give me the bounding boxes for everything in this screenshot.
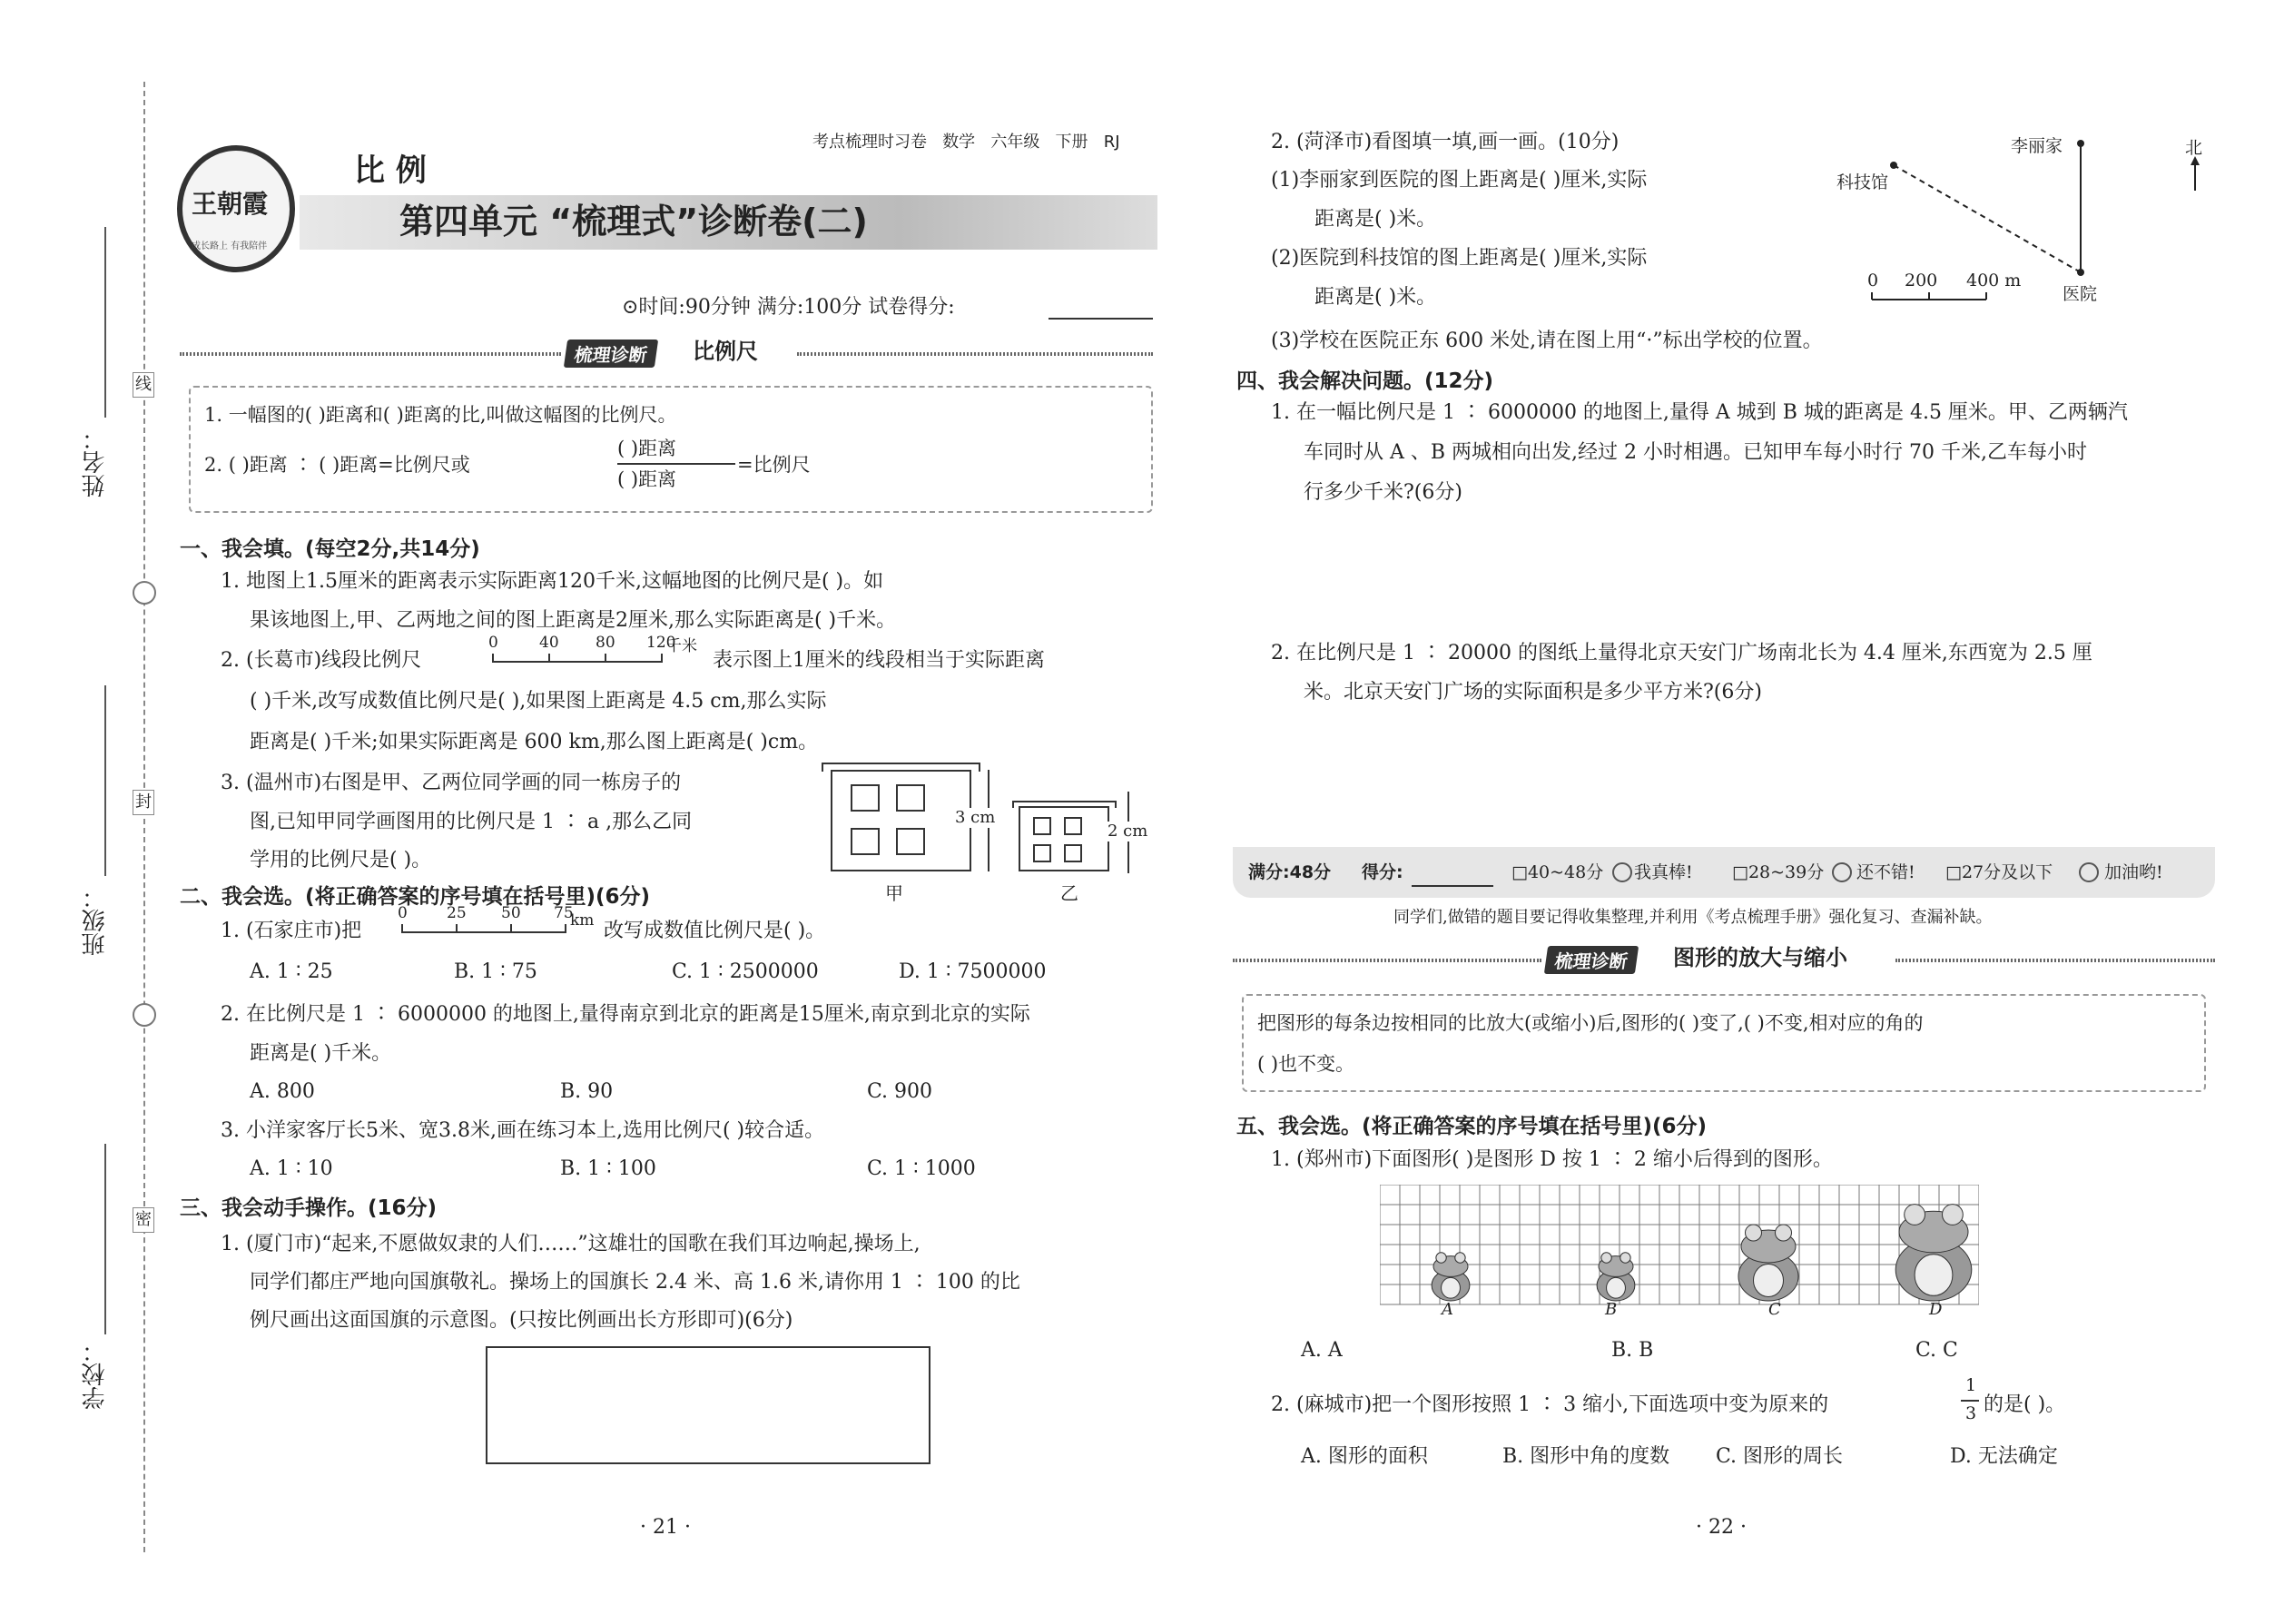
- score-range-1[interactable]: □40~48分: [1511, 862, 1604, 882]
- frog-c: [1738, 1225, 1798, 1301]
- q3-2-3: (3)学校在医院正东 600 米处,请在图上用“·”标出学校的位置。: [1271, 330, 1823, 352]
- score-got: 得分:: [1362, 862, 1403, 882]
- review-tip: 同学们,做错的题目要记得收集整理,并利用《考点梳理手册》强化复习、查漏补缺。: [1393, 908, 1993, 927]
- scale-tick-label: 0: [398, 904, 408, 922]
- binding-class-label: 班级：: [82, 885, 109, 956]
- review-2-denominator: ( )距离: [617, 468, 677, 490]
- q3-2-1a: (1)李丽家到医院的图上距离是( )厘米,实际: [1271, 169, 1648, 192]
- series-info: 考点梳理时习卷 数学 六年级 下册 RJ: [812, 133, 1120, 152]
- page-number-left: · 21 ·: [640, 1516, 691, 1539]
- q1-2-pre: 2. (长葛市)线段比例尺: [221, 649, 422, 672]
- scale-tick-label: 80: [596, 634, 615, 652]
- q5-2-option-b[interactable]: B. 图形中角的度数: [1502, 1445, 1670, 1468]
- house-b-body: [1019, 806, 1109, 871]
- section-title: 图形的放大与缩小: [1673, 945, 1847, 970]
- binding-school-label: 学校：: [82, 1339, 109, 1410]
- binding-class-line: [104, 685, 106, 876]
- map-home-label: 李丽家: [2011, 136, 2063, 156]
- house-b-dim: 2 cm: [1108, 822, 1148, 841]
- grid-label-a: A: [1442, 1300, 1453, 1319]
- q5-2-option-c[interactable]: C. 图形的周长: [1716, 1445, 1844, 1468]
- scale-tick-label: 75: [554, 904, 574, 922]
- score-got-blank[interactable]: [1412, 885, 1493, 887]
- q1-3b: 图,已知甲同学画图用的比例尺是 1 ∶ a ,那么乙同: [250, 811, 693, 833]
- q5-2-numerator: 1: [1965, 1375, 1977, 1395]
- q3-1a: 1. (厦门市)“起来,不愿做奴隶的人们……”这雄壮的国歌在我们耳边响起,操场上,: [221, 1233, 921, 1255]
- q1-2c: 距离是( )千米;如果实际距离是 600 km,那么图上距离是( )cm。: [250, 731, 819, 753]
- q2-3-option-a[interactable]: A. 1 ∶ 10: [250, 1157, 333, 1180]
- q5-1-option-a[interactable]: A. A: [1301, 1339, 1343, 1362]
- line-scale-2: [398, 904, 574, 939]
- binding-school-line: [104, 1144, 106, 1334]
- drawing-area[interactable]: [486, 1346, 930, 1464]
- score-range-2-text: 还不错!: [1856, 862, 1915, 882]
- logo-badge: [177, 145, 295, 272]
- q2-2a: 2. 在比例尺是 1 ∶ 6000000 的地图上,量得南京到北京的距离是15厘米,南京到北京的实际: [221, 1003, 1030, 1026]
- house-b-label: 乙: [1060, 882, 1078, 904]
- q2-1-option-d[interactable]: D. 1 ∶ 7500000: [899, 960, 1047, 983]
- q2-2-option-a[interactable]: A. 800: [250, 1080, 315, 1103]
- main-title: 第四单元 “梳理式”诊断卷(二): [399, 202, 868, 241]
- grid-label-d: D: [1929, 1300, 1943, 1319]
- q3-2-2b: 距离是( )米。: [1314, 286, 1437, 309]
- house-a-label: 甲: [885, 882, 903, 904]
- q2-1-pre: 1. (石家庄市)把: [221, 920, 362, 942]
- map-scale-0: 0: [1867, 271, 1879, 290]
- scale-unit: 千米: [666, 637, 697, 655]
- q3-heading: 三、我会动手操作。(16分): [180, 1196, 438, 1220]
- q5-heading: 五、我会选。(将正确答案的序号填在括号里)(6分): [1236, 1115, 1708, 1138]
- q3-1c: 例尺画出这面国旗的示意图。(只按比例画出长方形即可)(6分): [250, 1309, 793, 1332]
- q4-2a: 2. 在比例尺是 1 ∶ 20000 的图纸上量得北京天安门广场南北长为 4.4 厘米,东西宽为 2.5 厘: [1271, 642, 2092, 664]
- q2-1-post: 改写成数值比例尺是( )。: [604, 920, 826, 942]
- q3-1b: 同学们都庄严地向国旗敬礼。操场上的国旗长 2.4 米、高 1.6 米,请你用 1 ∶ 100 的比: [250, 1271, 1020, 1294]
- scale-tick-label: 25: [447, 904, 467, 922]
- review-2-numerator: ( )距离: [617, 438, 677, 459]
- smiley-icon: [1612, 862, 1632, 882]
- scale-tick-label: 120: [646, 634, 676, 652]
- section-tag: 梳理诊断: [564, 340, 658, 368]
- section-tag: 梳理诊断: [1544, 946, 1639, 974]
- map-hospital-label: 医院: [2063, 284, 2098, 304]
- q4-1-answer-area[interactable]: [1271, 517, 2206, 626]
- house-a-dim: 3 cm: [955, 808, 996, 827]
- q2-1-option-a[interactable]: A. 1 ∶ 25: [250, 960, 333, 983]
- q5-1-option-c[interactable]: C. C: [1915, 1339, 1958, 1362]
- map-scale-200: 200: [1905, 271, 1938, 290]
- logo-slogan: 成长路上 有我陪伴: [192, 241, 268, 251]
- map-scale-400: 400 m: [1966, 271, 2022, 290]
- q2-3-option-b[interactable]: B. 1 ∶ 100: [560, 1157, 656, 1180]
- q5-1: 1. (郑州市)下面图形( )是图形 D 按 1 ∶ 2 缩小后得到的图形。: [1271, 1148, 1833, 1171]
- binding-line: [143, 82, 145, 1552]
- grid-label-c: C: [1768, 1300, 1781, 1319]
- score-range-1-text: 我真棒!: [1634, 862, 1693, 882]
- q5-1-option-b[interactable]: B. B: [1611, 1339, 1654, 1362]
- review-1: 1. 一幅图的( )距离和( )距离的比,叫做这幅图的比例尺。: [204, 404, 677, 426]
- q1-1b: 果该地图上,甲、乙两地之间的图上距离是2厘米,那么实际距离是( )千米。: [250, 609, 897, 632]
- q2-heading: 二、我会选。(将正确答案的序号填在括号里)(6分): [180, 885, 651, 909]
- smiley-icon: [1832, 862, 1852, 882]
- q2-3: 3. 小洋家客厅长5米、宽3.8米,画在练习本上,选用比例尺( )较合适。: [221, 1119, 825, 1142]
- q1-heading: 一、我会填。(每空2分,共14分): [180, 537, 480, 561]
- q5-2-pre: 2. (麻城市)把一个图形按照 1 ∶ 3 缩小,下面选项中变为原来的: [1271, 1393, 1829, 1416]
- map-north-label: 北: [2185, 138, 2203, 158]
- binding-hole-icon: [133, 1003, 156, 1027]
- grid-label-b: B: [1605, 1300, 1618, 1319]
- frog-grid: [1380, 1185, 1979, 1321]
- q4-2-answer-area[interactable]: [1271, 717, 2206, 826]
- score-range-3[interactable]: □27分及以下: [1945, 862, 2053, 882]
- scale-unit: km: [570, 911, 595, 930]
- q4-1a: 1. 在一幅比例尺是 1 ∶ 6000000 的地图上,量得 A 城到 B 城的距离是 4.5 厘米。甲、乙两辆汽: [1271, 401, 2128, 424]
- section-header-scaling: [1233, 944, 2215, 975]
- q5-2-option-d[interactable]: D. 无法确定: [1950, 1445, 2058, 1468]
- q3-2-1b: 距离是( )米。: [1314, 208, 1437, 231]
- review-box-scaling: [1242, 994, 2206, 1092]
- q2-3-option-c[interactable]: C. 1 ∶ 1000: [867, 1157, 976, 1180]
- scale-tick-label: 50: [501, 904, 521, 922]
- binding-mark-seal: 封: [133, 790, 154, 815]
- review-3b: ( )也不变。: [1257, 1053, 1355, 1075]
- frog-d: [1895, 1205, 1972, 1301]
- q5-2-denominator: 3: [1965, 1403, 1977, 1423]
- q3-2-heading: 2. (菏泽市)看图填一填,画一画。(10分): [1271, 131, 1620, 153]
- q2-2b: 距离是( )千米。: [250, 1042, 392, 1065]
- unit-title: 比 例: [354, 153, 427, 189]
- frog-a: [1432, 1253, 1470, 1301]
- scale-tick-label: 0: [488, 634, 498, 652]
- binding-name-label: 姓名：: [82, 427, 109, 497]
- review-3a: 把图形的每条边按相同的比放大(或缩小)后,图形的( )变了,( )不变,相对应的角的: [1257, 1012, 1924, 1034]
- exam-info: ⊙时间:90分钟 满分:100分 试卷得分:: [622, 296, 955, 319]
- q4-1b: 车同时从 A 、B 两城相向出发,经过 2 小时相遇。已知甲车每小时行 70 千米,乙车每小时: [1304, 441, 2087, 464]
- q5-2-post: 的是( )。: [1984, 1393, 2066, 1416]
- line-scale-1: [488, 634, 676, 668]
- smiley-icon: [2079, 862, 2099, 882]
- binding-name-line: [104, 227, 106, 418]
- q2-1-option-b[interactable]: B. 1 ∶ 75: [454, 960, 537, 983]
- frog-b: [1597, 1253, 1635, 1301]
- score-blank[interactable]: [1049, 318, 1153, 320]
- binding-mark-dense: 密: [133, 1207, 154, 1233]
- review-2a: 2. ( )距离 ∶ ( )距离=比例尺或: [204, 454, 470, 476]
- q2-1-option-c[interactable]: C. 1 ∶ 2500000: [672, 960, 819, 983]
- binding-hole-icon: [133, 581, 156, 605]
- q3-2-2a: (2)医院到科技馆的图上距离是( )厘米,实际: [1271, 247, 1648, 270]
- score-range-3-text: 加油哟!: [2104, 862, 2163, 882]
- q1-2-post: 表示图上1厘米的线段相当于实际距离: [713, 649, 1045, 672]
- q5-2-option-a[interactable]: A. 图形的面积: [1301, 1445, 1428, 1468]
- map-museum-label: 科技馆: [1836, 172, 1889, 192]
- q2-2-option-c[interactable]: C. 900: [867, 1080, 933, 1103]
- review-2b: =比例尺: [737, 454, 811, 476]
- fraction-bar: [1961, 1400, 1979, 1402]
- q4-2b: 米。北京天安门广场的实际面积是多少平方米?(6分): [1304, 681, 1762, 704]
- q2-2-option-b[interactable]: B. 90: [560, 1080, 614, 1103]
- section-header-scale: [180, 338, 1153, 369]
- logo-brand: 王朝霞: [192, 189, 269, 219]
- binding-mark-line: 线: [133, 372, 154, 398]
- fraction-bar: [617, 463, 735, 465]
- score-range-2[interactable]: □28~39分: [1732, 862, 1825, 882]
- section-title: 比例尺: [693, 339, 758, 364]
- q1-3a: 3. (温州市)右图是甲、乙两位同学画的同一栋房子的: [221, 772, 682, 794]
- q4-1c: 行多少千米?(6分): [1304, 481, 1462, 504]
- q1-3c: 学用的比例尺是( )。: [250, 849, 432, 871]
- q4-heading: 四、我会解决问题。(12分): [1236, 369, 1494, 393]
- q1-1a: 1. 地图上1.5厘米的距离表示实际距离120千米,这幅地图的比例尺是( )。如: [221, 570, 884, 593]
- house-a-body: [831, 770, 971, 871]
- scale-tick-label: 40: [539, 634, 559, 652]
- score-full: 满分:48分: [1248, 862, 1332, 882]
- page-number-right: · 22 ·: [1696, 1516, 1747, 1539]
- q1-2b: ( )千米,改写成数值比例尺是( ),如果图上距离是 4.5 cm,那么实际: [250, 690, 827, 713]
